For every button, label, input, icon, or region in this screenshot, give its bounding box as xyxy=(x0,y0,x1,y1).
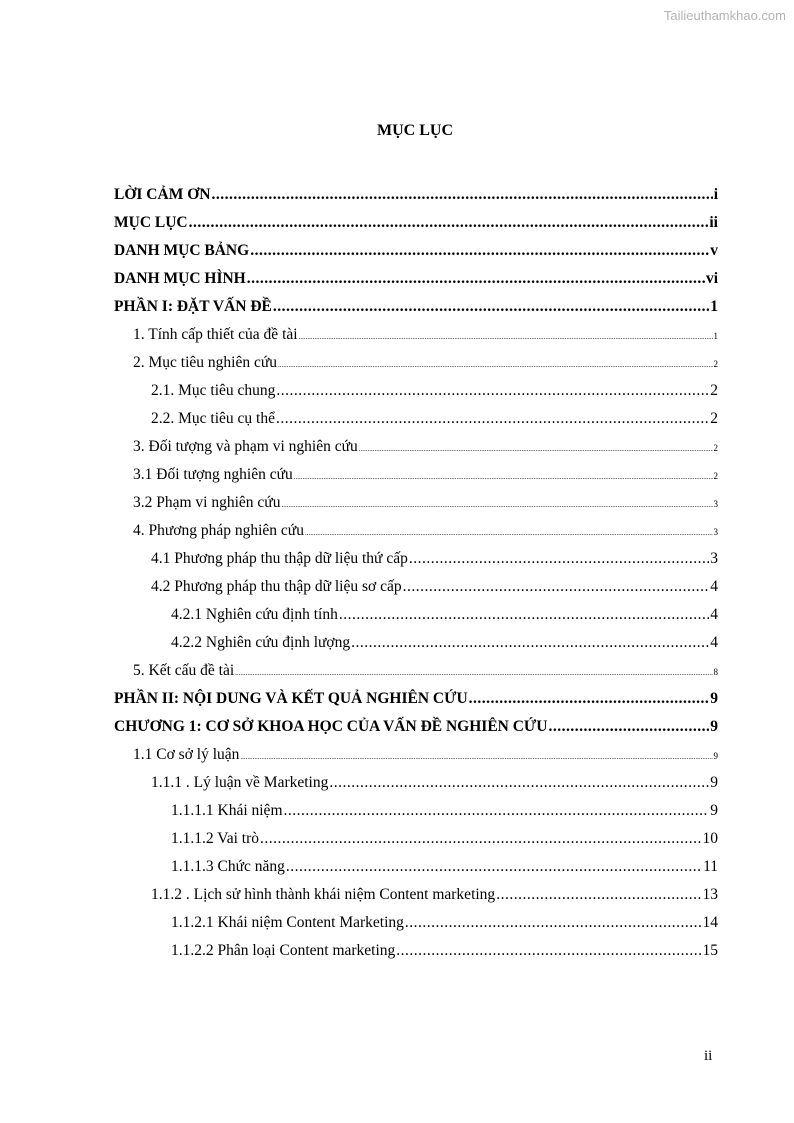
toc-leader-dots xyxy=(496,886,701,904)
toc-entry-page: 2 xyxy=(710,382,718,399)
toc-entry-page: 2 xyxy=(710,410,718,427)
toc-entry-label: MỤC LỤC xyxy=(114,214,188,231)
toc-entry-page: ii xyxy=(709,214,718,231)
toc-entry[interactable] xyxy=(114,522,718,550)
toc-leader-dots xyxy=(240,753,712,761)
toc-entry[interactable] xyxy=(114,802,718,830)
toc-entry-page: 9 xyxy=(713,751,718,761)
toc-leader-dots xyxy=(339,606,709,624)
watermark: Tailieuthamkhao.com xyxy=(663,8,786,23)
toc-leader-dots xyxy=(469,690,710,708)
toc-leader-dots xyxy=(276,382,709,400)
page-number: ii xyxy=(704,1048,713,1064)
toc-entry[interactable] xyxy=(114,746,718,774)
toc-entry-label: 1.1 Cơ sở lý luận xyxy=(133,746,240,763)
toc-leader-dots xyxy=(286,858,702,876)
toc-entry[interactable] xyxy=(114,830,718,858)
toc-entry[interactable] xyxy=(114,186,718,214)
toc-entry-label: PHẦN II: NỘI DUNG VÀ KẾT QUẢ NGHIÊN CỨU xyxy=(114,690,468,707)
toc-entry[interactable] xyxy=(114,886,718,914)
toc-entry-page: 8 xyxy=(713,667,718,677)
toc-entry-label: LỜI CẢM ƠN xyxy=(114,186,211,203)
toc-entry-label: CHƯƠNG 1: CƠ SỞ KHOA HỌC CỦA VẤN ĐỀ NGHIÊN CỨU xyxy=(114,718,548,735)
toc-entry-page: 10 xyxy=(702,830,718,847)
toc-leader-dots xyxy=(250,242,709,260)
toc-leader-dots xyxy=(405,914,702,932)
toc-entry[interactable] xyxy=(114,858,718,886)
toc-entry-page: 9 xyxy=(710,690,718,707)
toc-entry-label: 2. Mục tiêu nghiên cứu xyxy=(133,354,277,371)
toc-entry-label: 2.1. Mục tiêu chung xyxy=(151,382,276,399)
toc-entry-label: 3. Đối tượng và phạm vi nghiên cứu xyxy=(133,438,358,455)
toc-entry-label: 1.1.2 . Lịch sử hình thành khái niệm Content marketing xyxy=(151,886,496,903)
toc-entry-page: 2 xyxy=(713,359,718,369)
toc-entry-page: v xyxy=(710,242,718,259)
toc-leader-dots xyxy=(281,501,712,509)
toc-entry-page: 4 xyxy=(710,606,718,623)
toc-leader-dots xyxy=(351,634,709,652)
toc-entry-page: 2 xyxy=(713,471,718,481)
toc-leader-dots xyxy=(396,942,701,960)
toc-entry[interactable] xyxy=(114,270,718,298)
toc-entry[interactable] xyxy=(114,214,718,242)
toc-leader-dots xyxy=(278,361,713,369)
toc-entry-label: 4.2 Phương pháp thu thập dữ liệu sơ cấp xyxy=(151,578,402,595)
toc-entry[interactable] xyxy=(114,718,718,746)
toc-entry-page: 3 xyxy=(710,550,718,567)
toc-leader-dots xyxy=(276,410,709,428)
toc-entry-page: 4 xyxy=(710,634,718,651)
toc-leader-dots xyxy=(359,445,713,453)
toc-entry[interactable] xyxy=(114,354,718,382)
toc-entry-label: 1.1.1.3 Chức năng xyxy=(171,858,285,875)
toc-entry-label: 1.1.1.1 Khái niệm xyxy=(171,802,283,819)
toc-entry-page: 3 xyxy=(713,527,718,537)
toc-entry-label: 2.2. Mục tiêu cụ thể xyxy=(151,410,275,427)
toc-entry-page: 15 xyxy=(702,942,718,959)
page-title: MỤC LỤC xyxy=(377,122,453,139)
toc-entry-label: 1. Tính cấp thiết của đề tài xyxy=(133,326,298,343)
toc-entry[interactable] xyxy=(114,550,718,578)
toc-entry[interactable] xyxy=(114,438,718,466)
toc-entry[interactable] xyxy=(114,690,718,718)
toc-entry[interactable] xyxy=(114,606,718,634)
toc-leader-dots xyxy=(294,473,713,481)
toc-entry-label: 1.1.2.1 Khái niệm Content Marketing xyxy=(171,914,404,931)
toc-leader-dots xyxy=(189,214,709,232)
toc-entry-label: 4.2.1 Nghiên cứu định tính xyxy=(171,606,338,623)
toc-entry-page: i xyxy=(713,186,718,203)
toc-entry-label: PHẦN I: ĐẶT VẤN ĐỀ xyxy=(114,298,272,315)
toc-entry-page: 2 xyxy=(713,443,718,453)
toc-leader-dots xyxy=(273,298,709,316)
toc-leader-dots xyxy=(247,270,705,288)
toc-leader-dots xyxy=(329,774,709,792)
toc-leader-dots xyxy=(548,718,709,736)
toc-leader-dots xyxy=(284,802,710,820)
toc-entry-label: DANH MỤC HÌNH xyxy=(114,270,246,287)
toc-entry[interactable] xyxy=(114,634,718,662)
toc-entry-label: 4. Phương pháp nghiên cứu xyxy=(133,522,304,539)
toc-leader-dots xyxy=(235,669,712,677)
toc-entry-page: 1 xyxy=(713,331,718,341)
toc-entry[interactable] xyxy=(114,298,718,326)
toc-entry-label: 1.1.1 . Lý luận về Marketing xyxy=(151,774,329,791)
toc-leader-dots xyxy=(299,333,713,341)
toc-entry[interactable] xyxy=(114,326,718,354)
toc-leader-dots xyxy=(305,529,713,537)
toc-entry-label: 5. Kết cấu đề tài xyxy=(133,662,235,679)
toc-entry-page: 11 xyxy=(703,858,718,875)
toc-entry[interactable] xyxy=(114,578,718,606)
toc-entry[interactable] xyxy=(114,382,718,410)
toc-entry-page: 4 xyxy=(710,578,718,595)
toc-entry-page: 9 xyxy=(710,774,718,791)
toc-entry-label: 1.1.1.2 Vai trò xyxy=(171,830,259,847)
toc-leader-dots xyxy=(409,550,709,568)
toc-entry-page: 1 xyxy=(710,298,718,315)
toc-entry-page: vi xyxy=(705,270,718,287)
toc-entry[interactable] xyxy=(114,662,718,690)
toc-entry-label: 3.2 Phạm vi nghiên cứu xyxy=(133,494,281,511)
toc-leader-dots xyxy=(211,186,712,204)
toc-entry[interactable] xyxy=(114,466,718,494)
toc-entry-page: 9 xyxy=(710,802,718,819)
toc-entry-label: 4.2.2 Nghiên cứu định lượng xyxy=(171,634,351,651)
toc-entry[interactable] xyxy=(114,942,718,970)
toc-entry-label: 3.1 Đối tượng nghiên cứu xyxy=(133,466,293,483)
toc-entry-page: 13 xyxy=(702,886,718,903)
toc-entry-page: 9 xyxy=(710,718,718,735)
table-of-contents xyxy=(114,186,718,970)
toc-entry-page: 14 xyxy=(702,914,718,931)
toc-entry[interactable] xyxy=(114,494,718,522)
toc-entry[interactable] xyxy=(114,914,718,942)
toc-entry-label: DANH MỤC BẢNG xyxy=(114,242,250,259)
toc-entry[interactable] xyxy=(114,410,718,438)
toc-leader-dots xyxy=(403,578,710,596)
toc-entry[interactable] xyxy=(114,774,718,802)
toc-entry-label: 4.1 Phương pháp thu thập dữ liệu thứ cấp xyxy=(151,550,408,567)
toc-entry[interactable] xyxy=(114,242,718,270)
toc-leader-dots xyxy=(260,830,702,848)
toc-entry-label: 1.1.2.2 Phân loại Content marketing xyxy=(171,942,396,959)
toc-entry-page: 3 xyxy=(713,499,718,509)
